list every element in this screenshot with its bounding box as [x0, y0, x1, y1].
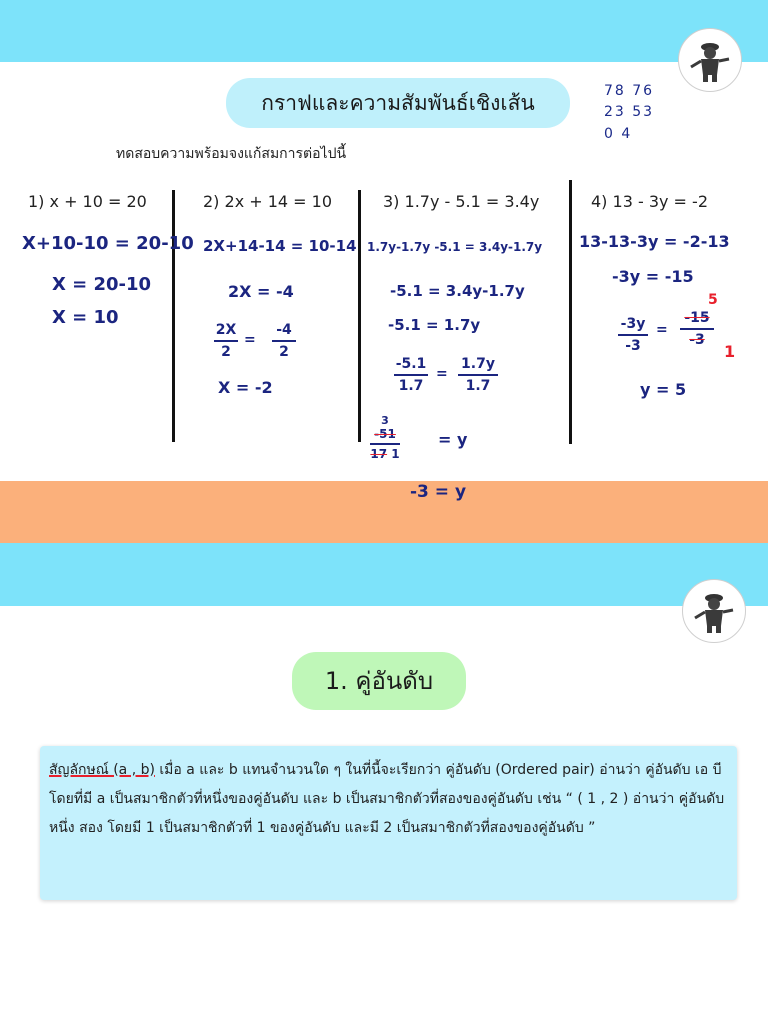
logo-avatar-icon: [678, 28, 742, 92]
q4-correction-bottom: 1: [724, 342, 736, 361]
q3-frac-right-bar: [458, 374, 498, 376]
q3-frac-right-den: 1.7: [465, 378, 491, 394]
definition-box: [40, 746, 737, 900]
scratch-line-1: 78 76: [604, 83, 655, 99]
q2-frac-right-num: -4: [276, 322, 292, 338]
q3-step-1: 1.7y-1.7y -5.1 = 3.4y-1.7y: [367, 240, 543, 254]
footer-band-peach: [0, 481, 768, 543]
question-3-label: 3) 1.7y - 5.1 = 3.4y: [383, 192, 540, 211]
q2-equals: =: [244, 332, 256, 348]
q2-step-1: 2X+14-14 = 10-14: [203, 237, 357, 255]
column-divider-3: [569, 180, 572, 444]
q4-equals: =: [656, 322, 668, 338]
q2-fraction-right: [272, 322, 296, 360]
q4-frac-left-num: -3y: [620, 316, 646, 332]
q3-step-3: -5.1 = 1.7y: [388, 316, 481, 334]
q3-fraction-right: [458, 356, 498, 394]
logo-avatar-icon-page-2: [682, 579, 746, 643]
question-2-label: 2) 2x + 14 = 10: [203, 192, 333, 211]
q4-step-2: -3y = -15: [612, 267, 694, 286]
q3-equals-y: = y: [438, 430, 468, 449]
page-title: กราฟและความสัมพันธ์เชิงเส้น: [226, 78, 570, 128]
q2-frac-right-den: 2: [279, 344, 289, 360]
q4-frac-left-bar: [618, 334, 648, 336]
q2-frac-left-num: 2X: [215, 322, 237, 338]
q2-frac-right-bar: [272, 340, 296, 342]
q2-step-2: 2X = -4: [228, 282, 294, 301]
q4-correction-top: 5: [708, 292, 718, 308]
q3-frac-left-bar: [394, 374, 428, 376]
q3-simplified-den-new: 1: [391, 447, 400, 461]
instruction-text: ทดสอบความพร้อมจงแก้สมการต่อไปนี้: [116, 146, 347, 162]
scratch-line-2: 23 53: [604, 104, 655, 120]
q1-step-1: X+10-10 = 20-10: [22, 233, 194, 254]
q4-frac-left-den: -3: [625, 338, 641, 354]
q3-simplified-top: 3: [381, 414, 389, 427]
q2-frac-left-den: 2: [221, 344, 231, 360]
q3-step-2: -5.1 = 3.4y-1.7y: [390, 282, 525, 300]
scratch-line-3: 0 4: [604, 126, 633, 142]
question-1-label: 1) x + 10 = 20: [28, 192, 147, 211]
q1-step-3: X = 10: [52, 307, 119, 328]
column-divider-1: [172, 190, 175, 442]
q3-simplified-den-crossed: 17: [370, 447, 388, 461]
question-4-label: 4) 13 - 3y = -2: [591, 192, 708, 211]
q2-step-result: X = -2: [218, 378, 273, 397]
definition-paragraph: [49, 756, 729, 843]
q4-fraction-right: [680, 310, 714, 348]
q4-step-result: y = 5: [640, 380, 687, 399]
column-divider-2: [358, 190, 361, 442]
q3-frac-right-num: 1.7y: [461, 356, 495, 372]
q3-frac-left-den: 1.7: [398, 378, 424, 394]
q4-frac-right-den: -3: [689, 332, 705, 348]
q2-fraction-left: [214, 322, 238, 360]
q1-step-2: X = 20-10: [52, 274, 152, 295]
q2-frac-left-bar: [214, 340, 238, 342]
q3-fraction-simplified: [370, 414, 400, 461]
q3-equals: =: [436, 366, 448, 382]
q4-frac-right-num: -15: [684, 310, 710, 326]
q3-fraction-left: [394, 356, 428, 394]
header-band-page-2: [0, 543, 768, 606]
q3-simplified-den: [370, 447, 400, 461]
definition-term: สัญลักษณ์ (a , b): [49, 762, 155, 778]
q4-frac-right-bar: [680, 328, 714, 330]
q4-fraction-left: [618, 316, 648, 354]
definition-text: เมื่อ a และ b แทนจำนวนใด ๆ ในที่นี้จะเรียกว่า คู่อันดับ (Ordered pair) อ่านว่า คู่อันดับ เอ บี โดยที่มี a เป็นสมาชิกตัวที่หนึ่งของคู่อันดับ และ b เป็นสมาชิกตัวที่สองของคู่อันดับ เช่น “ ( 1 , 2 ) อ่านว่า คู่อันดับ หนึ่ง สอง โดยมี 1 เป็นสมาชิกตัวที่ 1 ของคู่อันดับ และมี 2 เป็นสมาชิกตัวที่สองของคู่อันดับ ”: [49, 762, 725, 836]
q3-simplified-num: -51: [374, 427, 396, 441]
section-heading: 1. คู่อันดับ: [292, 652, 466, 710]
q4-step-1: 13-13-3y = -2-13: [579, 232, 730, 251]
q3-step-result: -3 = y: [410, 482, 467, 502]
q3-frac-left-num: -5.1: [395, 356, 427, 372]
header-band-top: [0, 0, 768, 62]
q3-simplified-bar: [370, 443, 400, 445]
